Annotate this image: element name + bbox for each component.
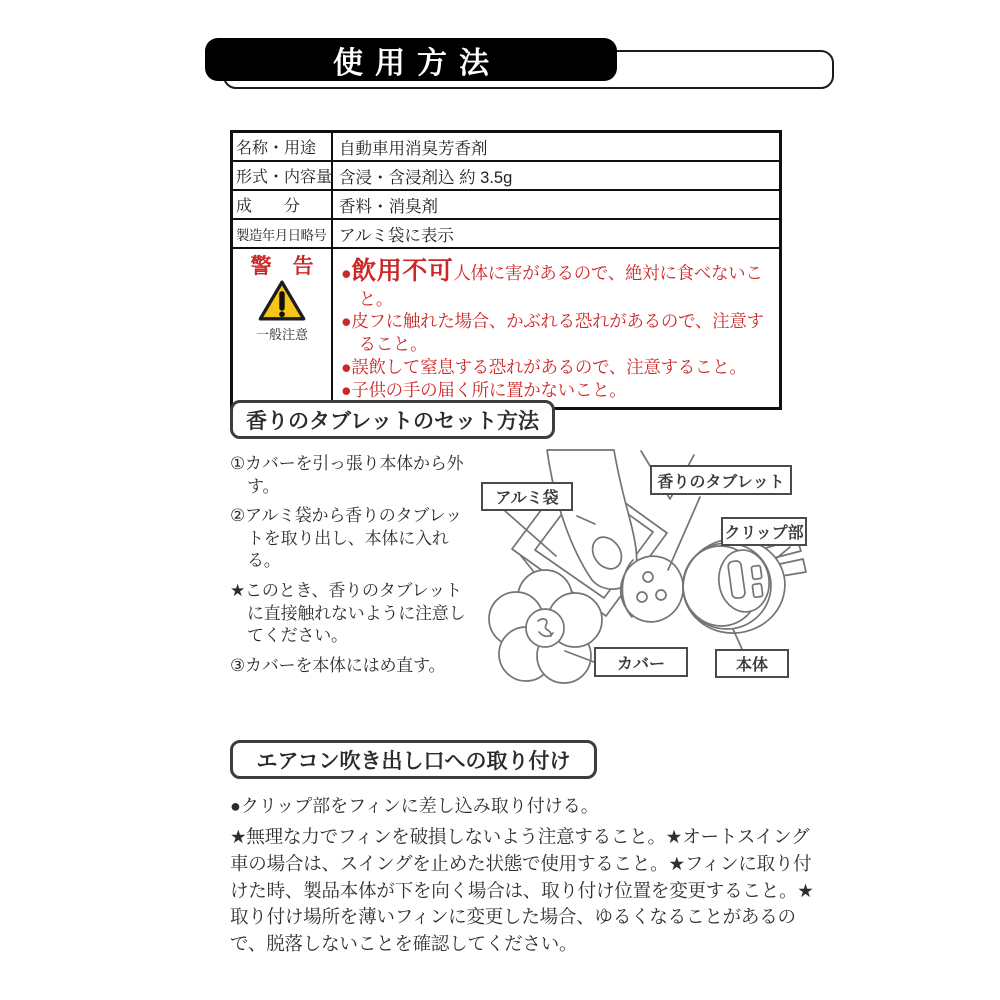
spec-value: 含浸・含浸剤込 約 3.5g <box>339 168 513 187</box>
section-title-text: エアコン吹き出し口への取り付け <box>256 749 571 773</box>
page-title-banner <box>205 38 617 81</box>
section-title-text: 香りのタブレットのセット方法 <box>246 409 539 433</box>
bullet-icon: ● <box>341 311 352 332</box>
spec-table <box>230 130 782 410</box>
page-title: 使用方法 <box>333 46 501 80</box>
warning-heading-cell <box>233 249 333 407</box>
warning-item: ●皮フに触れた場合、かぶれる恐れがあるので、注意すること。 <box>341 311 764 354</box>
vent-attach-line: ●クリップ部をフィンに差し込み取り付ける。 <box>230 796 599 816</box>
warning-item: ●子供の手の届く所に置かないこと。 <box>341 379 627 400</box>
bullet-icon: ● <box>341 263 352 283</box>
diagram-label-clip-part: クリップ部 <box>721 517 807 546</box>
spec-value: アルミ袋に表示 <box>339 226 454 245</box>
warning-item-lead: 飲用不可 <box>351 257 454 285</box>
diagram-label-fragrance-tablet: 香りのタブレット <box>650 465 792 495</box>
warning-icon-caption: 一般注意 <box>255 327 308 342</box>
spec-label: 製造年月日略号 <box>233 220 333 247</box>
bullet-icon: ● <box>341 379 352 400</box>
table-row <box>233 191 779 220</box>
step-item: ★このとき、香りのタブレットに直接触れないように注意してください。 <box>230 581 466 646</box>
spec-value: 香料・消臭剤 <box>339 197 438 216</box>
diagram-label-cover: カバー <box>594 647 688 677</box>
table-row <box>233 220 779 249</box>
warning-items <box>333 249 779 407</box>
step-item: ②アルミ袋から香りのタブレットを取り出し、本体に入れる。 <box>230 506 462 571</box>
spec-label: 形式・内容量 <box>233 162 333 189</box>
diagram-label-aluminum-bag: アルミ袋 <box>481 482 573 511</box>
warning-item: ●飲用不可人体に害があるので、絶対に食べないこと。 <box>341 257 763 309</box>
diagram-label-body: 本体 <box>715 649 789 678</box>
warning-row <box>233 249 779 407</box>
step-item: ③カバーを本体にはめ直す。 <box>230 655 446 675</box>
spec-value: 自動車用消臭芳香剤 <box>339 139 488 158</box>
spec-label: 名称・用途 <box>233 133 333 160</box>
step-item: ①カバーを引っ張り本体から外す。 <box>230 454 464 496</box>
section-title-vent-attachment <box>230 740 597 779</box>
vent-notes: ★無理な力でフィンを破損しないよう注意すること。★オートスイング車の場合は、スイングを止めた状態で使用すること。★フィンに取り付けた時、製品本体が下を向く場合は、取り付け位置を変更すること。★取り付け場所を薄いフィンに変更した場合、ゆるくなることがあるので、脱落しないことを確認してください。 <box>230 826 814 955</box>
table-row <box>233 133 779 162</box>
setup-steps <box>230 453 473 684</box>
section-title-tablet-setup <box>230 400 555 439</box>
bullet-icon: ● <box>341 356 352 377</box>
table-row <box>233 162 779 191</box>
spec-label: 成 分 <box>233 191 333 218</box>
warning-heading: 警 告 <box>250 255 314 278</box>
product-diagram <box>472 446 820 698</box>
general-caution-triangle-icon <box>257 278 307 323</box>
warning-item: ●誤飲して窒息する恐れがあるので、注意すること。 <box>341 356 747 377</box>
